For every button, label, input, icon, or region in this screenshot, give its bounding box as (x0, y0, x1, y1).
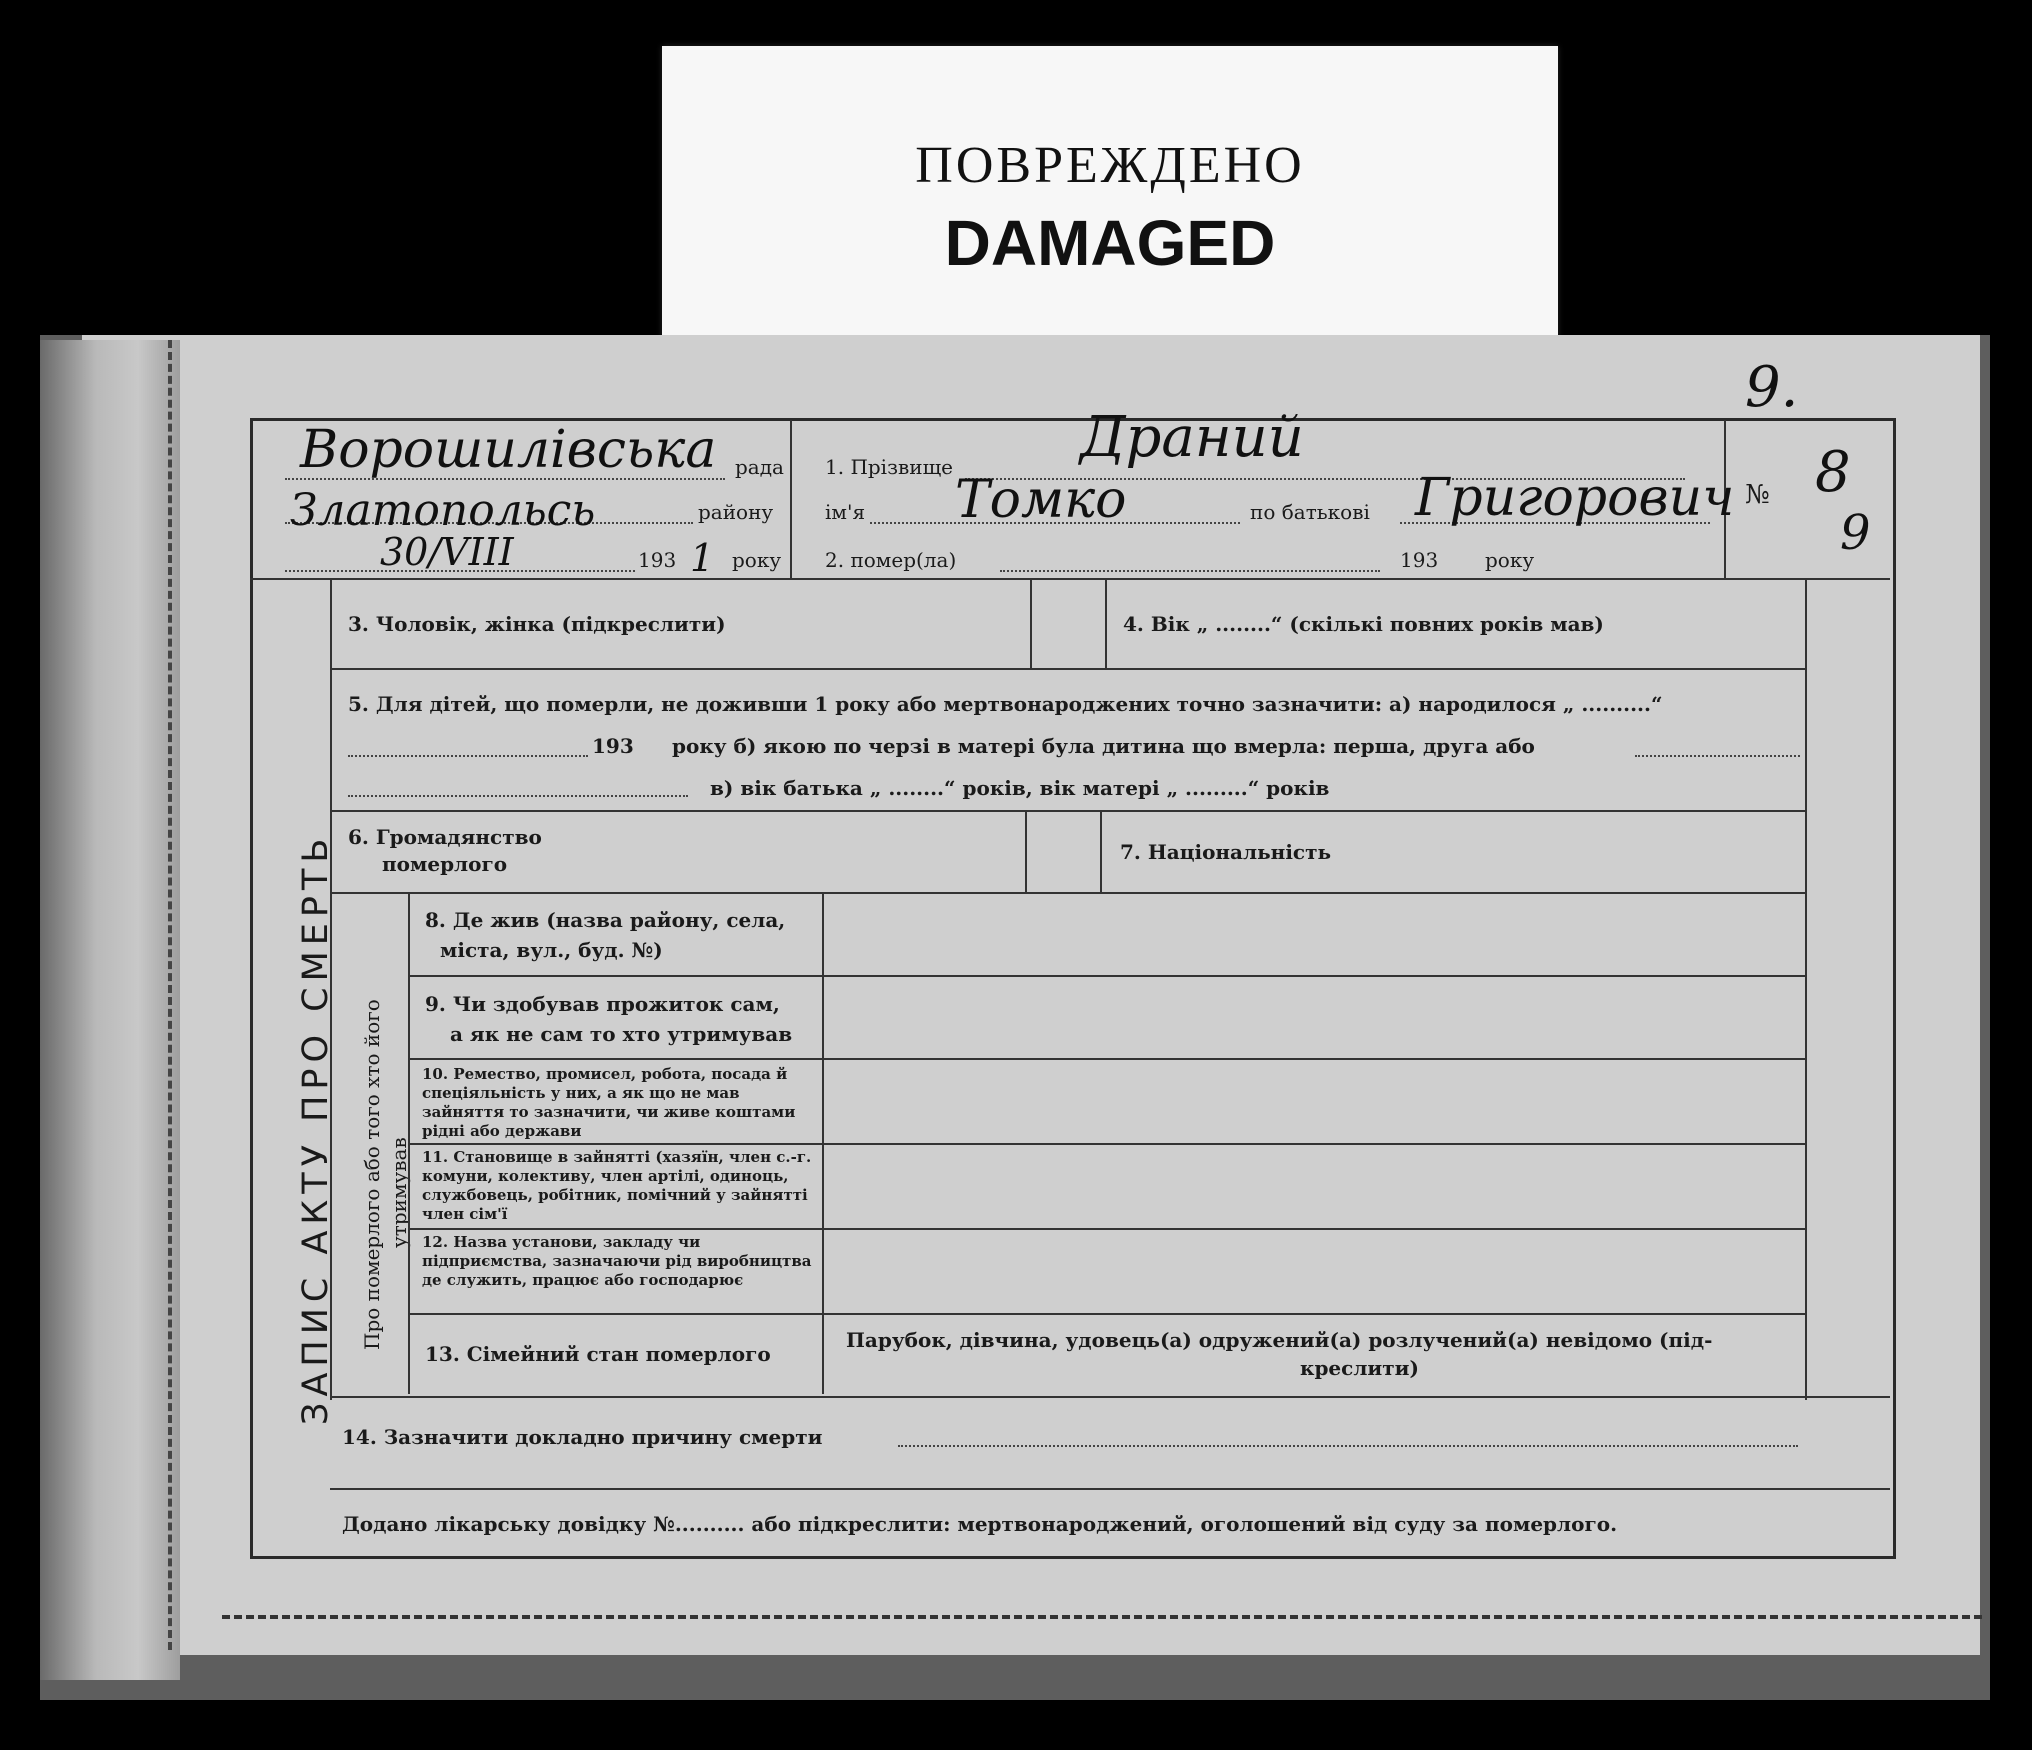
surname-label: 1. Прізвище (825, 455, 954, 479)
body-right-border (1805, 578, 1807, 1400)
binding-spine (40, 340, 180, 1680)
row-line-5 (330, 810, 1805, 812)
handwritten-date: 30/VIII (380, 530, 514, 574)
died-label: 2. помер(ла) (825, 548, 957, 572)
perforation-line (168, 340, 174, 1650)
header-divider (790, 420, 792, 578)
row3-divider (1030, 578, 1032, 668)
row-line-10 (408, 1143, 1805, 1145)
handwritten-year-digit: 1 (690, 536, 715, 580)
field-9-a: 9. Чи здобував прожиток сам, (425, 992, 780, 1016)
handwritten-surname: Драний (1080, 405, 1304, 470)
form-side-title: ЗАПИС АКТУ ПРО СМЕРТЬ (296, 832, 336, 1425)
handwritten-number: 8 (1815, 440, 1851, 505)
row-line-3 (330, 668, 1805, 670)
header-roku: року (732, 548, 782, 572)
damaged-label-en: DAMAGED (944, 207, 1276, 279)
handwritten-rayon: Златопольсь (290, 485, 596, 536)
row6-divider-b (1100, 810, 1102, 892)
form-side-subtitle-1: Про померлого або того хто його (360, 999, 384, 1350)
died-field-line (1000, 570, 1380, 572)
field-13-options-a: Парубок, дівчина, удовець(а) одружений(а) розлучений(а) невідомо (під- (846, 1328, 1713, 1352)
field-13-options-b: креслити) (1300, 1356, 1419, 1380)
name-label: ім'я (825, 500, 866, 524)
row-line-9 (408, 1058, 1805, 1060)
field-7: 7. Національність (1120, 840, 1332, 864)
handwritten-number-2: 9 (1840, 505, 1871, 561)
field-6-b: померлого (382, 852, 508, 876)
damaged-label-card (662, 46, 1558, 356)
number-label: № (1745, 480, 1770, 510)
field-5-line2: року б) якою по черзі в матері була дитина що вмерла: перша, друга або (672, 734, 1535, 758)
field-13: 13. Сімейний стан померлого (425, 1342, 771, 1366)
field-12: 12. Назва установи, закладу чи підприємства, зазначаючи рід виробництва де служить, працює або господарює (422, 1233, 812, 1289)
died-year: 193 (1400, 548, 1439, 572)
rada-suffix: рада (735, 455, 784, 479)
form-side-subtitle-2: утримував (387, 1137, 411, 1248)
field-9-b: а як не сам то хто утримував (450, 1022, 793, 1046)
field-8-a: 8. Де жив (назва району, села, (425, 908, 786, 932)
handwritten-patronymic: Григорович (1415, 468, 1735, 528)
row-line-11 (408, 1228, 1805, 1230)
field-11: 11. Становище в зайнятті (хазяїн, член с.-г. комуни, колективу, член артілі, одиноць, службовець, робітник, помічний у зайнятті член сім'ї (422, 1148, 812, 1223)
row6-divider (1025, 810, 1027, 892)
bottom-perforation (222, 1615, 1982, 1619)
field-3: 3. Чоловік, жінка (підкреслити) (348, 612, 726, 636)
header-bottom-line (250, 578, 1890, 580)
body-left-border (330, 578, 332, 1400)
handwritten-rada: Ворошилівська (300, 420, 717, 480)
field-6-a: 6. Громадянство (348, 825, 542, 849)
field-4: 4. Вік „ ........“ (скількі повних років мав) (1123, 612, 1604, 636)
patronymic-label: по батькові (1250, 500, 1370, 524)
field-14-line (898, 1445, 1798, 1447)
field-5-order-line-2 (348, 795, 688, 797)
row-line-14 (330, 1488, 1890, 1490)
death-record-form (250, 418, 1896, 1559)
form-footer: Додано лікарську довідку №.......... або підкреслити: мертвонароджений, оголошений від суду за померлого. (342, 1512, 1618, 1536)
page-number: 9. (1745, 355, 1799, 420)
damaged-label-ua: ПОВРЕЖДЕНО (915, 137, 1305, 194)
row-line-13 (330, 1396, 1890, 1398)
row3-divider-b (1105, 578, 1107, 668)
field-8-b: міста, вул., буд. №) (440, 938, 663, 962)
header-year-prefix: 193 (638, 548, 677, 572)
field-5-date-line (348, 755, 588, 757)
row-line-12 (408, 1313, 1805, 1315)
field-10: 10. Ремество, промисел, робота, посада й спеціяльність у них, а як що не мав зайняття то зазначити, чи живе коштами рідні або держави (422, 1065, 796, 1140)
field-14: 14. Зазначити докладно причину смерти (342, 1425, 823, 1449)
row-line-8 (408, 975, 1805, 977)
died-roku: року (1485, 548, 1535, 572)
row-line-6 (330, 892, 1805, 894)
rayonu-suffix: району (698, 500, 774, 524)
field-5-line3: в) вік батька „ ........“ років, вік матері „ .........“ років (710, 776, 1330, 800)
field-5-line1: 5. Для дітей, що померли, не доживши 1 року або мертвонароджених точно зазначити: а) народилося „ ..........“ (348, 692, 1663, 716)
field-5-year: 193 (592, 734, 634, 758)
field-5-order-line (1635, 755, 1800, 757)
handwritten-name: Томко (955, 470, 1127, 530)
